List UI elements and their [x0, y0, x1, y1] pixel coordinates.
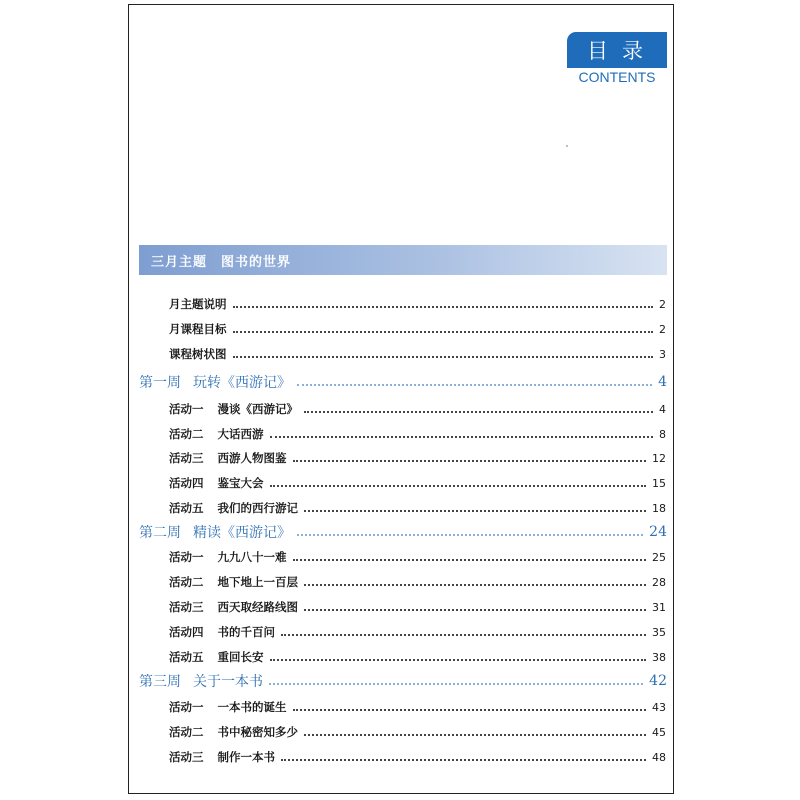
- theme-bar: [139, 245, 667, 275]
- activity-title: 我们的西行游记: [217, 501, 298, 515]
- week-title: 关于一本书: [193, 674, 263, 690]
- activity-code: 活动五: [169, 650, 204, 664]
- theme-name: 图书的世界: [221, 254, 292, 270]
- page-number: 12: [652, 451, 666, 465]
- dot-leader: [297, 384, 652, 386]
- toc-week-row[interactable]: [139, 522, 667, 542]
- toc-subtitle: CONTENTS: [578, 69, 656, 85]
- toc-activity-row[interactable]: [169, 722, 666, 742]
- dot-leader: [304, 510, 646, 512]
- page-number: 31: [652, 600, 666, 614]
- dot-leader: [297, 534, 643, 536]
- week-label: 第三周: [139, 674, 181, 690]
- page-number: 35: [652, 625, 666, 639]
- dot-leader: [304, 584, 646, 586]
- activity-code: 活动五: [169, 501, 204, 515]
- toc-title: 目录: [567, 32, 667, 68]
- week-title: 玩转《西游记》: [193, 375, 291, 391]
- activity-title: 制作一本书: [217, 750, 275, 764]
- toc-intro-label: 月主题说明: [169, 297, 227, 311]
- toc-activity-row[interactable]: [169, 547, 666, 567]
- toc-activity-row[interactable]: [169, 424, 666, 444]
- dot-leader: [304, 411, 653, 413]
- activity-title: 西游人物图鉴: [217, 451, 287, 465]
- dot-leader: [281, 759, 646, 761]
- dot-leader: [270, 485, 647, 487]
- activity-code: 活动四: [169, 476, 204, 490]
- toc-week-row[interactable]: [139, 671, 667, 691]
- page-number: 43: [652, 700, 666, 714]
- page-number: 38: [652, 650, 666, 664]
- page-number: 28: [652, 575, 666, 589]
- activity-title: 重回长安: [217, 650, 264, 664]
- dot-leader: [233, 356, 654, 358]
- page-number: 45: [652, 725, 666, 739]
- toc-activity-row[interactable]: [169, 597, 666, 617]
- week-label: 第一周: [139, 375, 181, 391]
- toc-intro-label: 月课程目标: [169, 322, 227, 336]
- page-number: 2: [659, 297, 666, 311]
- toc-activity-row[interactable]: [169, 647, 666, 667]
- toc-activity-row[interactable]: [169, 498, 666, 518]
- week-title: 精读《西游记》: [193, 525, 291, 541]
- activity-title: 漫谈《西游记》: [217, 402, 298, 416]
- toc-activity-row[interactable]: [169, 399, 666, 419]
- theme-month: 三月主题: [151, 254, 208, 270]
- activity-title: 书中秘密知多少: [217, 725, 298, 739]
- activity-code: 活动一: [169, 402, 204, 416]
- page-number: 3: [659, 347, 666, 361]
- activity-code: 活动三: [169, 750, 204, 764]
- dot-leader: [293, 559, 647, 561]
- page-number: 25: [652, 550, 666, 564]
- activity-code: 活动二: [169, 725, 204, 739]
- page-number: 4: [659, 402, 666, 416]
- activity-title: 地下地上一百层: [217, 575, 298, 589]
- page-number: 2: [659, 322, 666, 336]
- activity-title: 书的千百问: [217, 625, 275, 639]
- page-number: 4: [658, 374, 667, 390]
- toc-activity-row[interactable]: [169, 572, 666, 592]
- dot-leader: [233, 306, 654, 308]
- toc-page: [128, 4, 674, 794]
- toc-intro-row[interactable]: [169, 319, 666, 339]
- dot-leader: [233, 331, 654, 333]
- activity-title: 鉴宝大会: [217, 476, 264, 490]
- toc-activity-row[interactable]: [169, 747, 666, 767]
- dot-leader: [293, 460, 647, 462]
- page-number: 15: [652, 476, 666, 490]
- dot-leader: [270, 659, 647, 661]
- toc-activity-row[interactable]: [169, 622, 666, 642]
- dot-leader: [293, 709, 647, 711]
- page-number: 18: [652, 501, 666, 515]
- week-label: 第二周: [139, 525, 181, 541]
- toc-intro-label: 课程树状图: [169, 347, 227, 361]
- activity-code: 活动三: [169, 600, 204, 614]
- page-number: 24: [649, 524, 667, 540]
- activity-code: 活动三: [169, 451, 204, 465]
- toc-activity-row[interactable]: [169, 697, 666, 717]
- page-number: 48: [652, 750, 666, 764]
- dot-leader: [304, 734, 646, 736]
- dot-leader: [281, 634, 646, 636]
- activity-title: 九九八十一难: [217, 550, 287, 564]
- dot-leader: [269, 683, 643, 685]
- toc-intro-row[interactable]: [169, 294, 666, 314]
- toc-intro-row[interactable]: [169, 344, 666, 364]
- page-number: 42: [649, 673, 667, 689]
- activity-code: 活动四: [169, 625, 204, 639]
- dot-leader: [270, 436, 654, 438]
- toc-activity-row[interactable]: [169, 473, 666, 493]
- activity-title: 西天取经路线图: [217, 600, 298, 614]
- toc-activity-row[interactable]: [169, 448, 666, 468]
- decorative-dot: [566, 145, 568, 147]
- activity-code: 活动一: [169, 550, 204, 564]
- page-number: 8: [659, 427, 666, 441]
- activity-code: 活动二: [169, 575, 204, 589]
- activity-code: 活动一: [169, 700, 204, 714]
- dot-leader: [304, 609, 646, 611]
- activity-code: 活动二: [169, 427, 204, 441]
- activity-title: 一本书的诞生: [217, 700, 287, 714]
- activity-title: 大话西游: [217, 427, 264, 441]
- toc-week-row[interactable]: [139, 372, 667, 392]
